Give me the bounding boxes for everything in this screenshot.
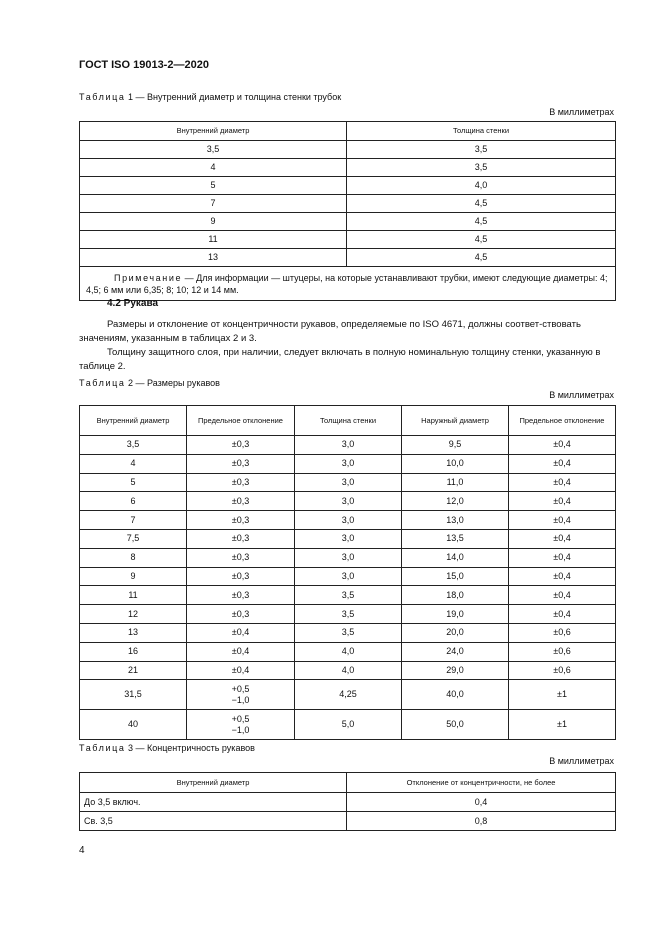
table1-note-label: Примечание (114, 272, 183, 283)
table2-col-inner-diameter: Внутренний диаметр (80, 406, 187, 436)
table-cell: Св. 3,5 (80, 812, 347, 831)
document-header: ГОСТ ISO 19013-2—2020 (79, 59, 209, 71)
table-row (80, 177, 616, 195)
table-row (80, 605, 616, 624)
table-cell: ±0,4 (187, 642, 295, 661)
table-cell: ±0,4 (509, 511, 616, 530)
table-cell: ±0,4 (509, 454, 616, 473)
table-cell: ±1 (509, 710, 616, 740)
table1 (79, 121, 616, 301)
table-cell: 0,8 (347, 812, 616, 831)
table-cell: ±0,3 (187, 586, 295, 605)
table-cell: 10,0 (402, 454, 509, 473)
table-cell: 9 (80, 567, 187, 586)
table-cell: 4,5 (347, 231, 616, 249)
table-cell: 5 (80, 473, 187, 492)
table-cell: ±0,3 (187, 605, 295, 624)
table3-col-concentricity: Отклонение от концентричности, не более (347, 773, 616, 793)
table-cell: 4,5 (347, 213, 616, 231)
table1-header-row (80, 122, 616, 141)
table-cell: 13,0 (402, 511, 509, 530)
table-cell: ±0,4 (509, 529, 616, 548)
table3-caption-label: Таблица (79, 743, 126, 753)
table1-caption-label: Таблица (79, 92, 126, 102)
table-cell: ±1 (509, 680, 616, 710)
table-row (80, 159, 616, 177)
table-cell: 5,0 (295, 710, 402, 740)
table-cell: ±0,4 (509, 567, 616, 586)
table-cell: 4,0 (295, 661, 402, 680)
table-cell: 4,5 (347, 249, 616, 267)
table-cell: ±0,4 (509, 586, 616, 605)
table-row (80, 680, 616, 710)
table3-header-row (80, 773, 616, 793)
table-cell: ±0,3 (187, 529, 295, 548)
table-cell: 6 (80, 492, 187, 511)
table-row (80, 195, 616, 213)
table-cell: 18,0 (402, 586, 509, 605)
table-row (80, 213, 616, 231)
table-cell: 7 (80, 511, 187, 530)
table2-caption-label: Таблица (79, 378, 126, 388)
table-row (80, 642, 616, 661)
table-cell: 24,0 (402, 642, 509, 661)
table2-caption (79, 378, 220, 388)
table-cell: ±0,4 (187, 661, 295, 680)
table-cell: 13,5 (402, 529, 509, 548)
table-cell: 4 (80, 159, 347, 177)
table-cell: 3,5 (347, 141, 616, 159)
table3-col-inner-diameter: Внутренний диаметр (80, 773, 347, 793)
table2 (79, 405, 616, 740)
table-row (80, 793, 616, 812)
table-cell: 3,5 (295, 586, 402, 605)
table1-col-inner-diameter: Внутренний диаметр (80, 122, 347, 141)
table-cell: 8 (80, 548, 187, 567)
table-cell: 5 (80, 177, 347, 195)
table-row (80, 454, 616, 473)
table2-col-tolerance-inner: Предельное отклонение (187, 406, 295, 436)
table-cell: 14,0 (402, 548, 509, 567)
table-row (80, 567, 616, 586)
table-row (80, 473, 616, 492)
table3-units: В миллиметрах (549, 756, 614, 766)
table-cell: 11,0 (402, 473, 509, 492)
table-cell: 9,5 (402, 436, 509, 455)
table-cell: 12 (80, 605, 187, 624)
table-cell: ±0,3 (187, 436, 295, 455)
table2-header-row (80, 406, 616, 436)
table2-col-wall-thickness: Толщина стенки (295, 406, 402, 436)
table2-col-outer-diameter: Наружный диаметр (402, 406, 509, 436)
table-cell: 50,0 (402, 710, 509, 740)
table-cell: 9 (80, 213, 347, 231)
table-cell: 4,0 (347, 177, 616, 195)
page-number: 4 (79, 845, 85, 856)
table-cell: 3,0 (295, 529, 402, 548)
table1-note (80, 267, 616, 301)
table-cell: ±0,3 (187, 548, 295, 567)
table-cell: ±0,3 (187, 492, 295, 511)
table1-caption (79, 92, 341, 102)
table1-note-row (80, 267, 616, 301)
table-row (80, 141, 616, 159)
table-cell: 15,0 (402, 567, 509, 586)
table-cell: 3,5 (80, 436, 187, 455)
table3-caption-text: 3 — Концентричность рукавов (128, 743, 255, 753)
table-row (80, 586, 616, 605)
section-paragraph-1: Размеры и отклонение от концентричности рукавов, определяемые по ISO 4671, должны соответ-ствовать значениям, указанным в таблицах 2 и 3. (79, 319, 581, 344)
table-cell: ±0,3 (187, 454, 295, 473)
table-cell: 31,5 (80, 680, 187, 710)
table-cell: ±0,4 (509, 605, 616, 624)
table-row (80, 249, 616, 267)
table-row (80, 812, 616, 831)
table-row (80, 492, 616, 511)
table1-col-wall-thickness: Толщина стенки (347, 122, 616, 141)
table-cell: 3,5 (80, 141, 347, 159)
table-cell: 3,0 (295, 473, 402, 492)
table-cell: +0,5 −1,0 (187, 710, 295, 740)
table-cell: 4,0 (295, 642, 402, 661)
table-row (80, 623, 616, 642)
table-cell: 3,5 (295, 605, 402, 624)
table-cell: 0,4 (347, 793, 616, 812)
table-cell: 7,5 (80, 529, 187, 548)
table3 (79, 772, 616, 831)
table-cell: 13 (80, 249, 347, 267)
table-cell: 3,0 (295, 567, 402, 586)
table-cell: ±0,4 (509, 473, 616, 492)
table-cell: ±0,4 (509, 436, 616, 455)
table1-note-text: — Для информации — штуцеры, на которые устанавливают трубки, имеют следующие диаметры: 4; 4,5; 6 мм или 6,35; 8; 10; 12 и 14 мм. (86, 272, 608, 295)
table1-caption-text: 1 — Внутренний диаметр и толщина стенки трубок (128, 92, 342, 102)
table-cell: ±0,3 (187, 511, 295, 530)
table-row (80, 529, 616, 548)
table-cell: ±0,3 (187, 473, 295, 492)
table-cell: 16 (80, 642, 187, 661)
table2-col-tolerance-outer: Предельное отклонение (509, 406, 616, 436)
table-cell: ±0,6 (509, 661, 616, 680)
table-cell: ±0,6 (509, 642, 616, 661)
table-cell: 19,0 (402, 605, 509, 624)
table-cell: 40,0 (402, 680, 509, 710)
table-cell: ±0,6 (509, 623, 616, 642)
table-row (80, 661, 616, 680)
table-cell: 3,0 (295, 492, 402, 511)
table-cell: ±0,3 (187, 567, 295, 586)
table-cell: 4 (80, 454, 187, 473)
table-cell: 29,0 (402, 661, 509, 680)
table3-caption (79, 743, 255, 753)
table-cell: 3,0 (295, 454, 402, 473)
table1-units: В миллиметрах (549, 107, 614, 117)
table2-caption-text: 2 — Размеры рукавов (128, 378, 220, 388)
table-cell: 3,5 (295, 623, 402, 642)
table-cell: 3,0 (295, 436, 402, 455)
table-cell: 3,0 (295, 511, 402, 530)
table-cell: 11 (80, 231, 347, 249)
table-cell: 40 (80, 710, 187, 740)
table-cell: До 3,5 включ. (80, 793, 347, 812)
table-row (80, 231, 616, 249)
table-cell: 21 (80, 661, 187, 680)
table-cell: 13 (80, 623, 187, 642)
table-cell: 20,0 (402, 623, 509, 642)
section-title: 4.2 Рукава (107, 298, 159, 309)
table-row (80, 436, 616, 455)
table2-units: В миллиметрах (549, 390, 614, 400)
table-cell: +0,5 −1,0 (187, 680, 295, 710)
table-cell: 4,5 (347, 195, 616, 213)
table-row (80, 710, 616, 740)
table-cell: 11 (80, 586, 187, 605)
table-cell: 12,0 (402, 492, 509, 511)
table-cell: 3,0 (295, 548, 402, 567)
table-cell: ±0,4 (509, 548, 616, 567)
table-cell: 3,5 (347, 159, 616, 177)
table-row (80, 511, 616, 530)
section-paragraph-2: Толщину защитного слоя, при наличии, следует включать в полную номинальную толщину стенки, указанную в таблице 2. (79, 347, 601, 372)
table-cell: 7 (80, 195, 347, 213)
table-cell: ±0,4 (509, 492, 616, 511)
table-row (80, 548, 616, 567)
table-cell: 4,25 (295, 680, 402, 710)
table-cell: ±0,4 (187, 623, 295, 642)
